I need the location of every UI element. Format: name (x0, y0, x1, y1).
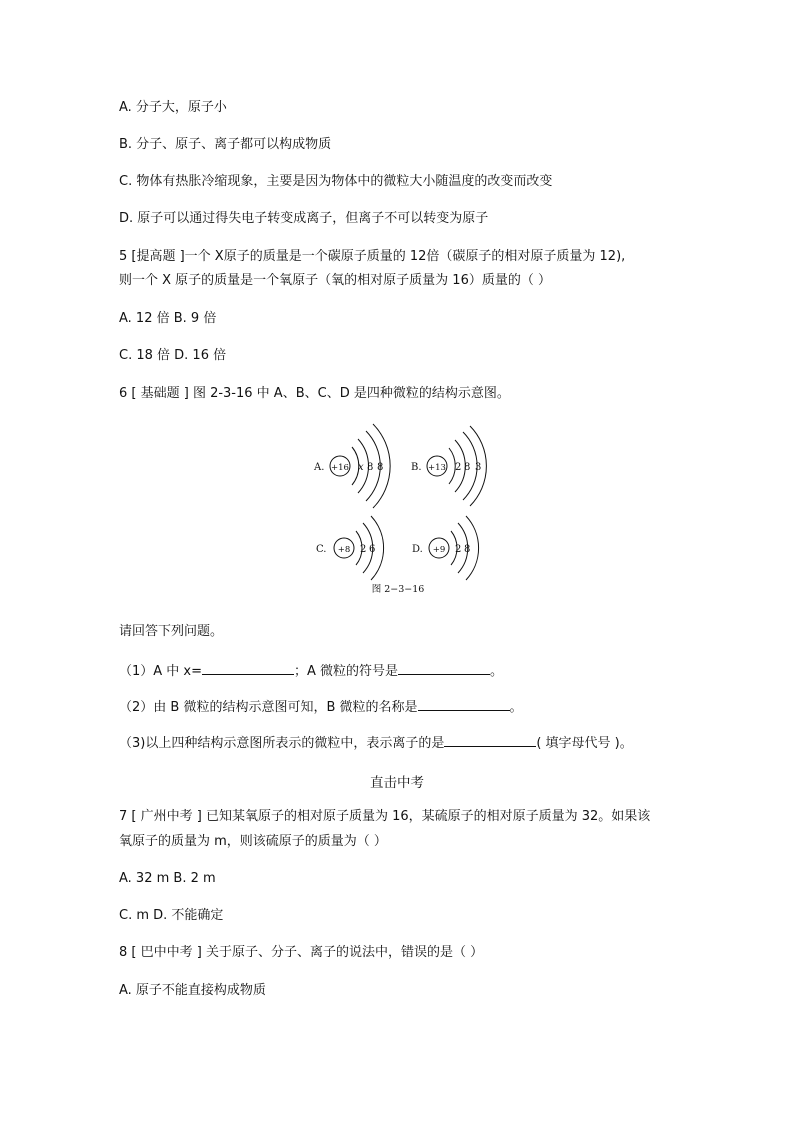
atom-b-shell-3: 3 (475, 462, 482, 473)
q6-sub2-text-a: （2）由 B 微粒的结构示意图可知，B 微粒的名称是 (119, 700, 418, 715)
q4-option-a: A. 分子大，原子小 (119, 100, 227, 115)
q6-subquestion-2 (119, 698, 523, 716)
answer-blank-x[interactable] (202, 662, 294, 675)
atom-d-shell-2: 8 (464, 544, 471, 555)
answer-blank-name[interactable] (418, 698, 510, 711)
atom-c-shell-2: 6 (369, 544, 376, 555)
q4-option-b: B. 分子、原子、离子都可以构成物质 (119, 137, 332, 152)
atom-b-label: B. (411, 462, 422, 473)
q6-sub3-text-b: ( 填字母代号 )。 (536, 736, 633, 751)
atom-c-shell-1: 2 (360, 544, 367, 555)
atom-a-label: A. (314, 462, 325, 473)
q7-options-cd: C. m D. 不能确定 (119, 908, 224, 923)
atom-b-shell-2: 8 (464, 462, 471, 473)
q6-sub2-text-b: 。 (509, 700, 523, 715)
atom-structure-figure (300, 420, 510, 600)
atom-b-nucleus: +13 (428, 463, 446, 473)
q4-option-c: C. 物体有热胀冷缩现象，主要是因为物体中的微粒大小随温度的改变而改变 (119, 174, 553, 189)
atom-d-nucleus: +9 (432, 545, 446, 555)
figure-caption: 图 2−3−16 (371, 584, 425, 595)
q5-stem-line1: 5 [提高题 ]一个 X原子的质量是一个碳原子质量的 12倍（碳原子的相对原子质量为 12), (119, 249, 626, 264)
q6-stem: 6 [ 基础题 ] 图 2-3-16 中 A、B、C、D 是四种微粒的结构示意图。 (119, 386, 510, 401)
atom-c-label: C. (316, 544, 327, 555)
q6-sub1-text-a: （1）A 中 x= (119, 664, 203, 679)
q4-option-d: D. 原子可以通过得失电子转变成离子，但离子不可以转变为原子 (119, 211, 489, 226)
q8-stem: 8 [ 巴中中考 ] 关于原子、分子、离子的说法中，错误的是（ ） (119, 945, 484, 960)
answer-blank-ions[interactable] (444, 734, 536, 747)
q5-options-ab: A. 12 倍 B. 9 倍 (119, 311, 217, 326)
q5-stem-line2: 则一个 X 原子的质量是一个氧原子（氧的相对原子质量为 16）质量的（ ） (119, 273, 551, 288)
section-title: 直击中考 (370, 775, 424, 791)
atom-d-shell-1: 2 (455, 544, 462, 555)
atom-a-nucleus: +16 (331, 463, 349, 473)
q6-subquestion-1 (119, 662, 503, 680)
q5-options-cd: C. 18 倍 D. 16 倍 (119, 348, 227, 363)
q7-stem-line1: 7 [ 广州中考 ] 已知某氧原子的相对原子质量为 16，某硫原子的相对原子质量为 32。如果该 (119, 809, 651, 824)
atom-a-shell-1: x (358, 462, 364, 473)
atom-d-label: D. (412, 544, 423, 555)
q6-sub1-text-c: 。 (490, 664, 504, 679)
q6-sub1-text-b: ；A 微粒的符号是 (294, 664, 399, 679)
atom-a-shell-3: 8 (377, 462, 384, 473)
q6-sub3-text-a: （3)以上四种结构示意图所表示的微粒中，表示离子的是 (119, 736, 445, 751)
q6-subquestion-3 (119, 734, 633, 752)
atom-b-shell-1: 2 (455, 462, 462, 473)
q7-options-ab: A. 32 m B. 2 m (119, 871, 216, 886)
answer-blank-symbol[interactable] (398, 662, 490, 675)
q8-option-a: A. 原子不能直接构成物质 (119, 983, 266, 998)
q6-prompt: 请回答下列问题。 (119, 624, 224, 639)
q7-stem-line2: 氧原子的质量为 m，则该硫原子的质量为（ ） (119, 834, 387, 849)
atom-c-nucleus: +8 (337, 545, 351, 555)
atom-a-shell-2: 8 (367, 462, 374, 473)
